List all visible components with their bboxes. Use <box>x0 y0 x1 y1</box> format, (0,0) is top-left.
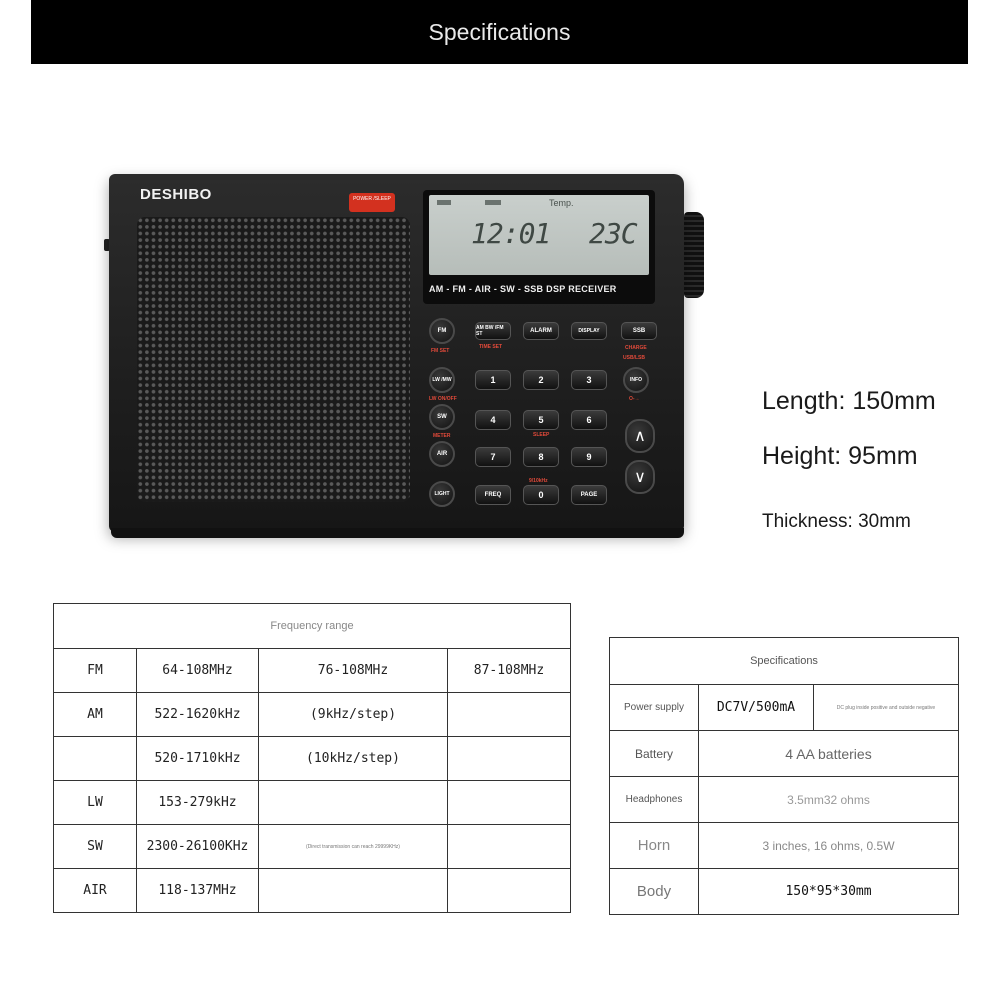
light-button: LIGHT <box>429 481 455 507</box>
info-button: INFO <box>623 367 649 393</box>
thickness-text: Thickness: 30mm <box>762 511 911 532</box>
lcd-time: 12:01 <box>471 217 551 250</box>
table-row: Body 150*95*30mm <box>610 869 959 915</box>
display-button: DISPLAY <box>571 322 607 340</box>
tuning-knob <box>684 212 704 298</box>
frequency-table-title: Frequency range <box>54 604 571 649</box>
table-row: Horn 3 inches, 16 ohms, 0.5W <box>610 823 959 869</box>
sw-button: SW <box>429 404 455 430</box>
am-bw-button: AM BW /FM ST <box>475 322 511 340</box>
table-row: FM 64-108MHz 76-108MHz 87-108MHz <box>54 649 571 693</box>
key-1: 1 <box>475 370 511 390</box>
alarm-button: ALARM <box>523 322 559 340</box>
height-text: Height: 95mm <box>762 442 918 470</box>
brand-logo: DESHIBO <box>140 186 212 203</box>
key-5: 5 <box>523 410 559 430</box>
spec-table <box>609 637 959 915</box>
ssb-button: SSB <box>621 322 657 340</box>
table-row: 520-1710kHz (10kHz/step) <box>54 737 571 781</box>
length-text: Length: 150mm <box>762 387 936 415</box>
lw-mw-button: LW /MW <box>429 367 455 393</box>
key-7: 7 <box>475 447 511 467</box>
lcd-temperature: 23C <box>589 217 637 250</box>
speaker-grille <box>137 217 410 502</box>
air-button: AIR <box>429 441 455 467</box>
freq-button: FREQ <box>475 485 511 505</box>
header-bar <box>31 0 968 64</box>
key-6: 6 <box>571 410 607 430</box>
spec-table-title: Specifications <box>610 638 959 685</box>
key-0: 0 <box>523 485 559 505</box>
key-3: 3 <box>571 370 607 390</box>
table-row: LW 153-279kHz <box>54 781 571 825</box>
table-row: Battery 4 AA batteries <box>610 731 959 777</box>
fm-button: FM <box>429 318 455 344</box>
key-9: 9 <box>571 447 607 467</box>
band-line: AM - FM - AIR - SW - SSB DSP RECEIVER <box>429 284 617 294</box>
page-button: PAGE <box>571 485 607 505</box>
table-row: SW 2300-26100KHz (Direct transmission can reach 29999KHz) <box>54 825 571 869</box>
key-2: 2 <box>523 370 559 390</box>
table-row: Headphones 3.5mm32 ohms <box>610 777 959 823</box>
radio-image: DESHIBO POWER /SLEEP Temp. 12:01 23C AM - FM - AIR - SW - SSB DSP RECEIVER FM FM SET AM BW /FM ST TIME SET ALARM DISPLAY SSB CHARGE USB/LSB LW /MW LW ON/OFF SW METER AIR LIGHT 1 2 3 4 5 SLEEP 6 7 8 9 9/10kHz FREQ 0 PAGE INFO O-→ ∧ ∨ <box>109 174 684 532</box>
power-button: POWER /SLEEP <box>349 193 395 212</box>
table-row: AM 522-1620kHz (9kHz/step) <box>54 693 571 737</box>
frequency-table <box>53 603 571 913</box>
table-row: AIR 118-137MHz <box>54 869 571 913</box>
up-arrow-icon: ∧ <box>625 419 655 453</box>
key-4: 4 <box>475 410 511 430</box>
page-title: Specifications <box>428 18 571 45</box>
key-8: 8 <box>523 447 559 467</box>
table-row: Power supply DC7V/500mA DC plug inside positive and outside negative <box>610 685 959 731</box>
down-arrow-icon: ∨ <box>625 460 655 494</box>
lcd-display <box>423 190 655 304</box>
lcd-temp-label: Temp. <box>549 198 574 208</box>
